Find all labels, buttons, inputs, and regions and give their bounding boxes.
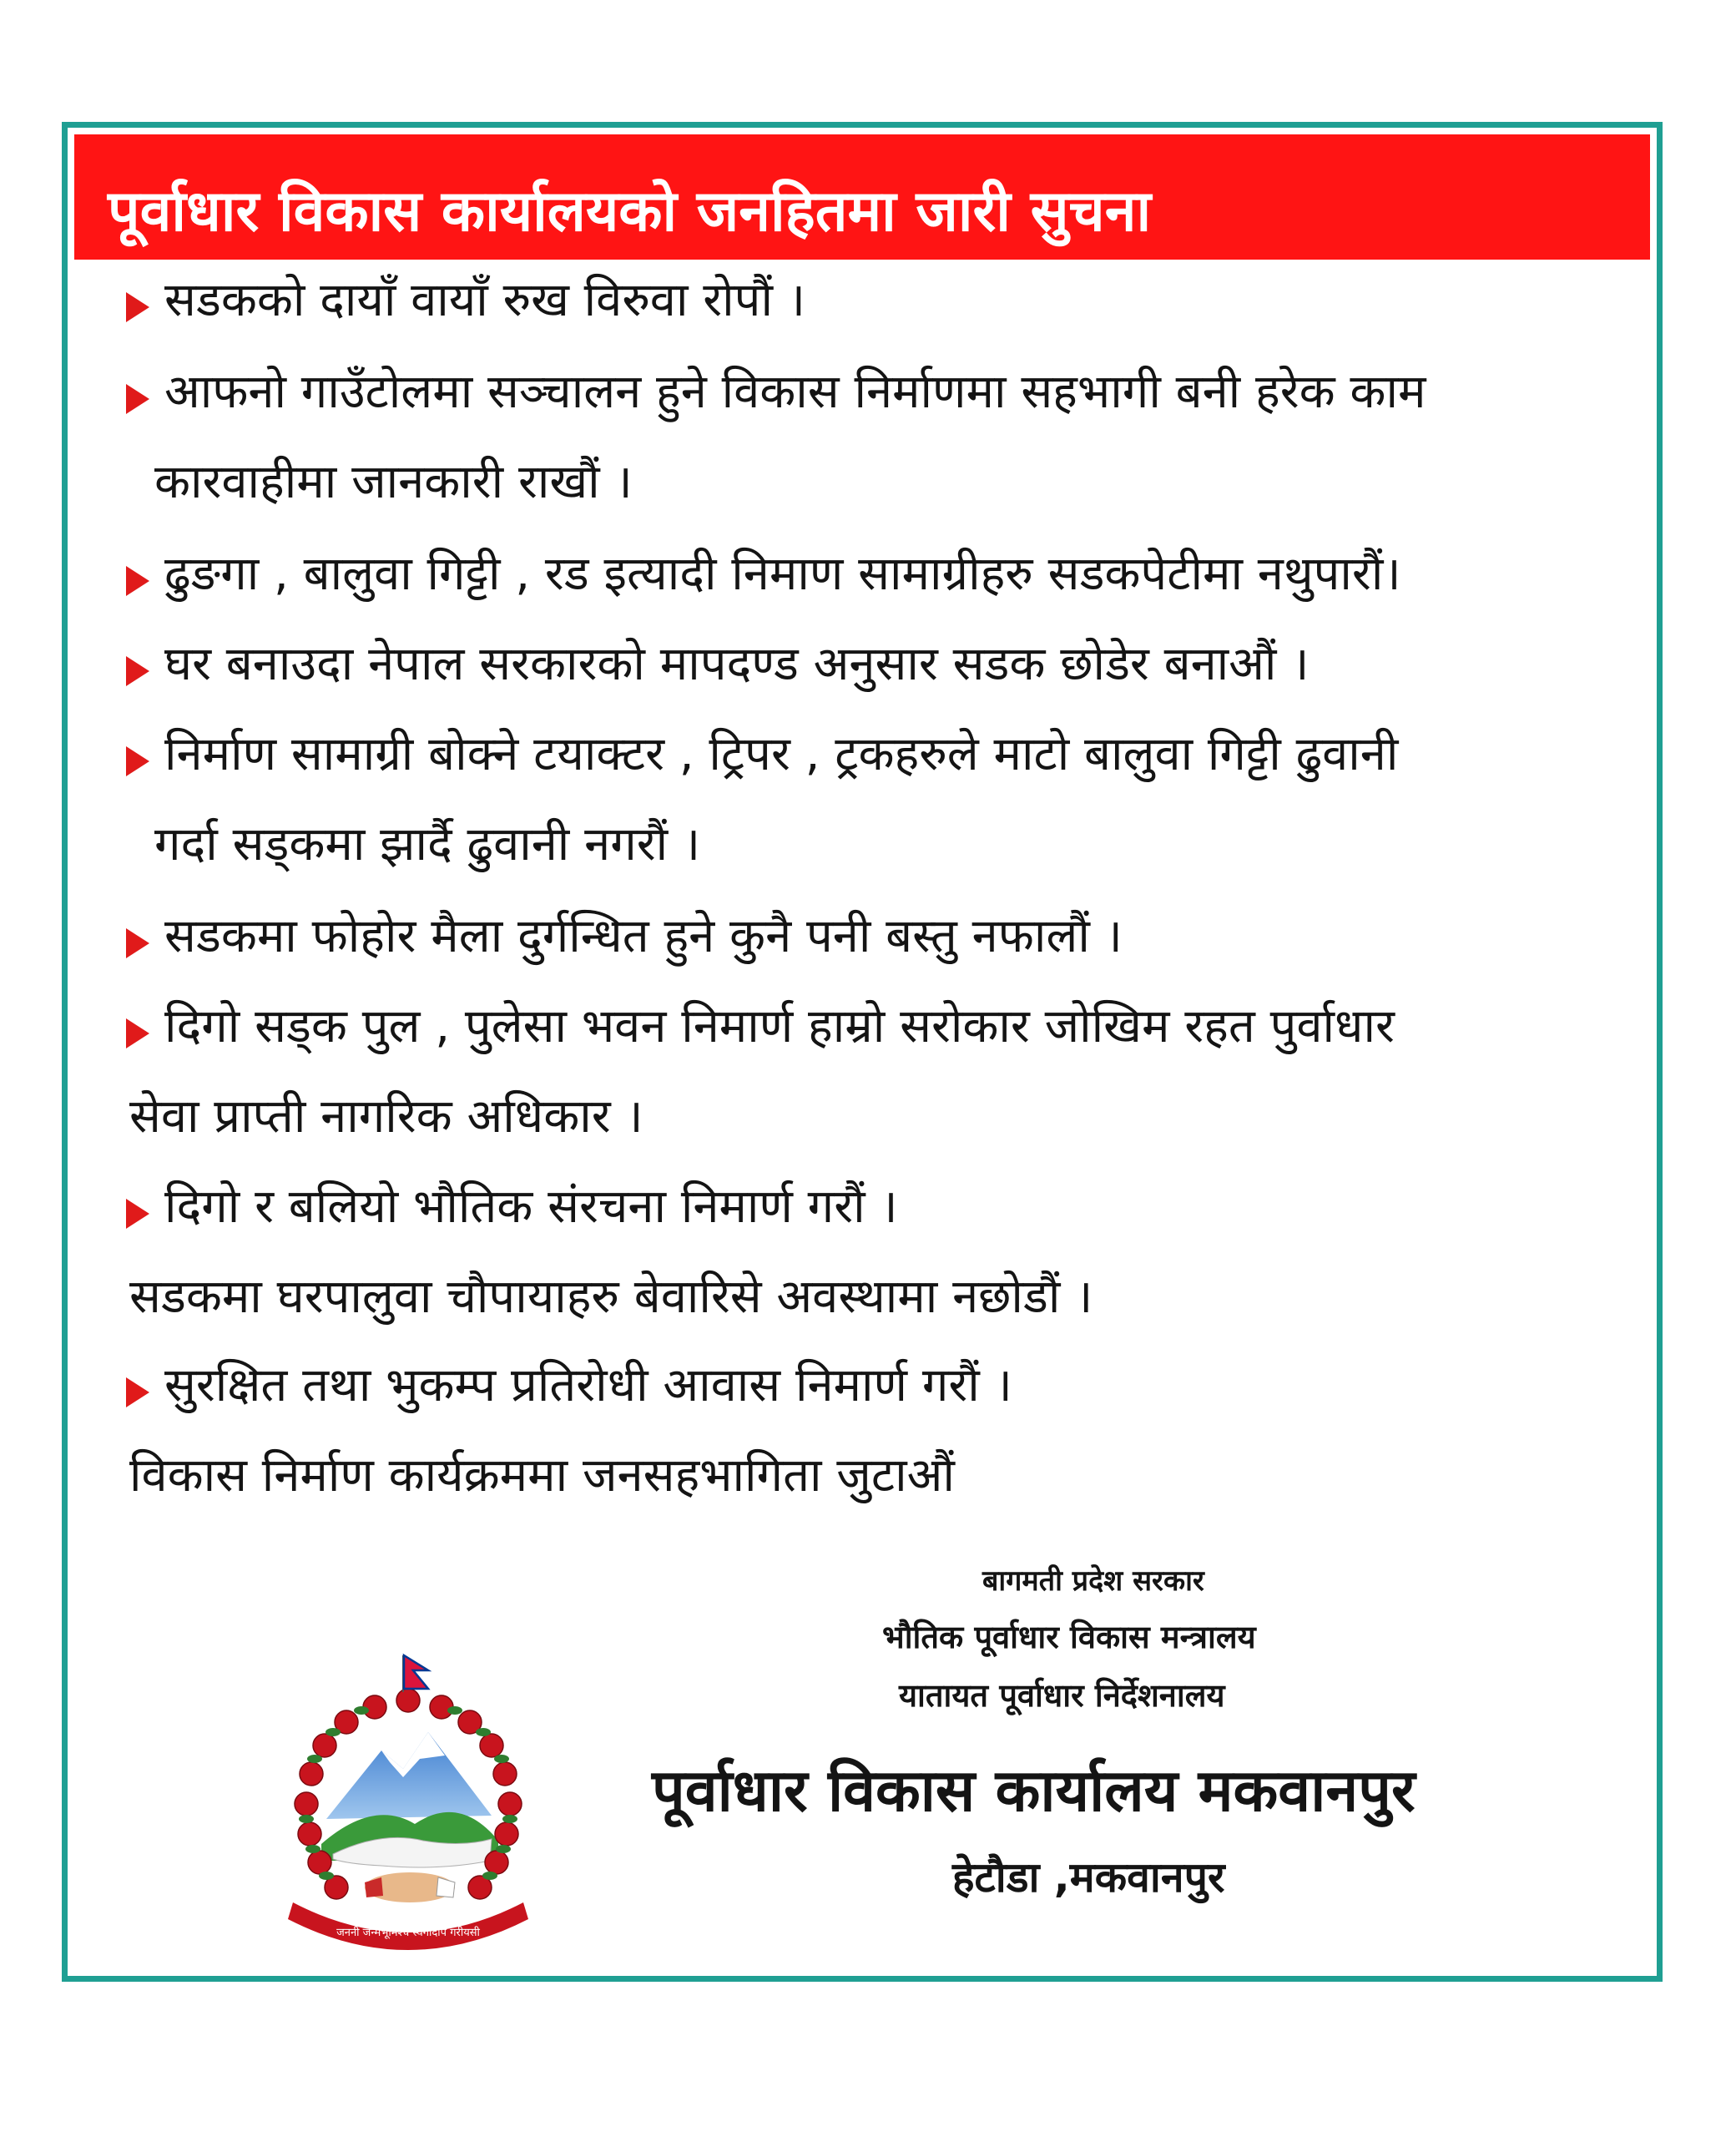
bullet-icon — [126, 656, 149, 686]
ministry-name: भौतिक पूर्वाधार विकास मन्त्रालय — [882, 1619, 1256, 1655]
notice-item — [126, 1170, 898, 1245]
bullet-icon — [126, 1377, 149, 1407]
notice-item — [126, 989, 1395, 1064]
notice-text: सडकमा घरपालुवा चौपायाहरु बेवारिसे अवस्थामा नछोडौं । — [129, 1270, 1093, 1324]
notice-text: निर्माण सामाग्री बोक्ने टयाक्टर , ट्रिपर , ट्रकहरुले माटो बालुवा गिट्टी ढुवानी — [164, 727, 1399, 781]
notice-text: सडकमा फोहोर मैला दुर्गन्धित हुने कुनै पनी बस्तु नफालौं । — [164, 909, 1123, 963]
notice-title: पूर्वाधार विकास कार्यालयको जनहितमा जारी सुचना — [108, 179, 1152, 245]
emblem-motto: जननी जन्मभूमिश्च स्वर्गादपि गरीयसी — [336, 1927, 480, 1939]
bullet-icon — [126, 1199, 149, 1229]
notice-item — [126, 627, 1309, 702]
bullet-icon — [126, 292, 149, 322]
notice-continuation — [154, 807, 700, 882]
notice-item — [126, 1348, 1012, 1423]
bullet-icon — [126, 384, 149, 414]
notice-text: दिगो र बलियो भौतिक संरचना निमार्ण गरौं । — [164, 1180, 898, 1234]
provincial-government: बागमती प्रदेश सरकार — [982, 1564, 1204, 1598]
title-banner — [74, 134, 1650, 260]
office-name: पूर्वाधार विकास कार्यालय मकवानपुर — [652, 1756, 1416, 1825]
notice-item — [126, 537, 1401, 612]
notice-frame — [62, 122, 1663, 1982]
bullet-icon — [126, 1018, 149, 1048]
notice-text: सेवा प्राप्ती नागरिक अधिकार । — [129, 1089, 643, 1144]
notice-text: दिगो सड्क पुल , पुलेसा भवन निमार्ण हाम्रो सरोकार जोखिम रहत पुर्वाधार — [164, 999, 1395, 1053]
notice-text: ढुङगा , बालुवा गिट्टी , रड इत्यादी निमाण सामाग्रीहरु सडकपेटीमा नथुपारौं। — [164, 547, 1401, 601]
notice-text: आफनो गाउँटोलमा सञ्चालन हुने विकास निर्माणमा सहभागी बनी हरेक काम — [164, 365, 1426, 419]
notice-text: कारवाहीमा जानकारी राखौं । — [154, 455, 633, 509]
notice-continuation — [129, 1079, 643, 1154]
notice-text: घर बनाउदा नेपाल सरकारको मापदण्ड अनुसार सडक छोडेर बनाऔं । — [164, 637, 1310, 691]
notice-text: विकास निर्माण कार्यक्रममा जनसहभागिता जुटाऔं — [129, 1448, 955, 1503]
notice-item — [126, 899, 1123, 974]
notice-continuation — [129, 1438, 955, 1513]
office-address: हेटौडा ,मकवानपुर — [952, 1853, 1225, 1902]
notice-continuation — [154, 445, 633, 520]
bullet-icon — [126, 746, 149, 776]
notice-text: गर्दा सड्कमा झार्दै ढुवानी नगरौं । — [154, 817, 701, 871]
notice-text: सुरक्षित तथा भुकम्प प्रतिरोधी आवास निमार्ण गरौं । — [164, 1358, 1012, 1412]
nepal-emblem-icon — [256, 1652, 560, 1953]
bullet-icon — [126, 566, 149, 596]
notice-continuation — [129, 1260, 1093, 1335]
directorate-name: यातायत पूर्वाधार निर्देशनालय — [899, 1677, 1225, 1714]
notice-item — [126, 717, 1398, 792]
notice-item — [126, 355, 1426, 430]
bullet-icon — [126, 928, 149, 958]
notice-text: सडकको दायाँ वायाँ रुख विरुवा रोपौं । — [164, 273, 805, 327]
notice-item — [126, 263, 805, 338]
